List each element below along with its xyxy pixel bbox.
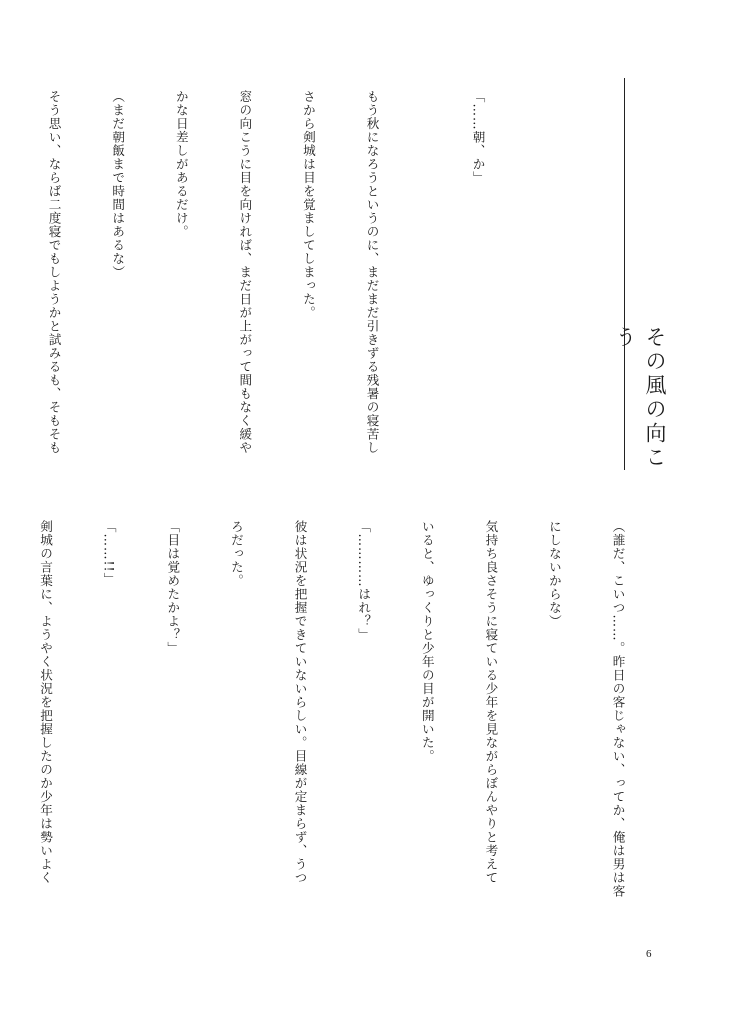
text-line: 「目は覚めたかよ？」 [165,520,181,655]
text-line: 「…………はれ？」 [356,520,372,642]
text-line: 「……!!」 [101,520,117,586]
text-line: （まだ朝飯まで時間はあるな） [110,90,126,279]
text-line: 窓の向こうに目を向ければ、まだ日が上がって間もなく緩や [237,90,253,455]
text-line: もう秋になろうというのに、まだまだ引きずる残暑の寝苦し [364,90,380,455]
lower-text-block [0,520,671,940]
upper-text-block [0,90,531,470]
chapter-title: その風の向こう [613,326,667,470]
text-line: ろだった。 [228,520,244,588]
title-rule [624,78,625,470]
text-line: さから剣城は目を覚ましてしまった。 [300,90,316,320]
text-line [0,90,1,470]
page-number: 6 [646,948,652,960]
text-line: 「……朝、か」 [470,90,486,185]
text-line: そう思い、ならば二度寝でもしようかと試みるも、そもそも [46,90,62,455]
text-line: いると、ゆっくりと少年の目が開いた。 [419,520,435,763]
text-line: にしないからな） [546,520,562,628]
text-line: （誰だ、こいつ……。昨日の客じゃない、ってか、俺は男は客 [610,520,626,898]
text-line: 剣城の言葉に、ようやく状況を把握したのか少年は勢いよく [38,520,54,885]
text-line: 彼は状況を把握できていないらしい。目線が定まらず、うつ [292,520,308,885]
text-line: かな日差しがあるだけ。 [173,90,189,239]
text-line: 気持ち良さそうに寝ている少年を見ながらぼんやりと考えて [483,520,499,885]
